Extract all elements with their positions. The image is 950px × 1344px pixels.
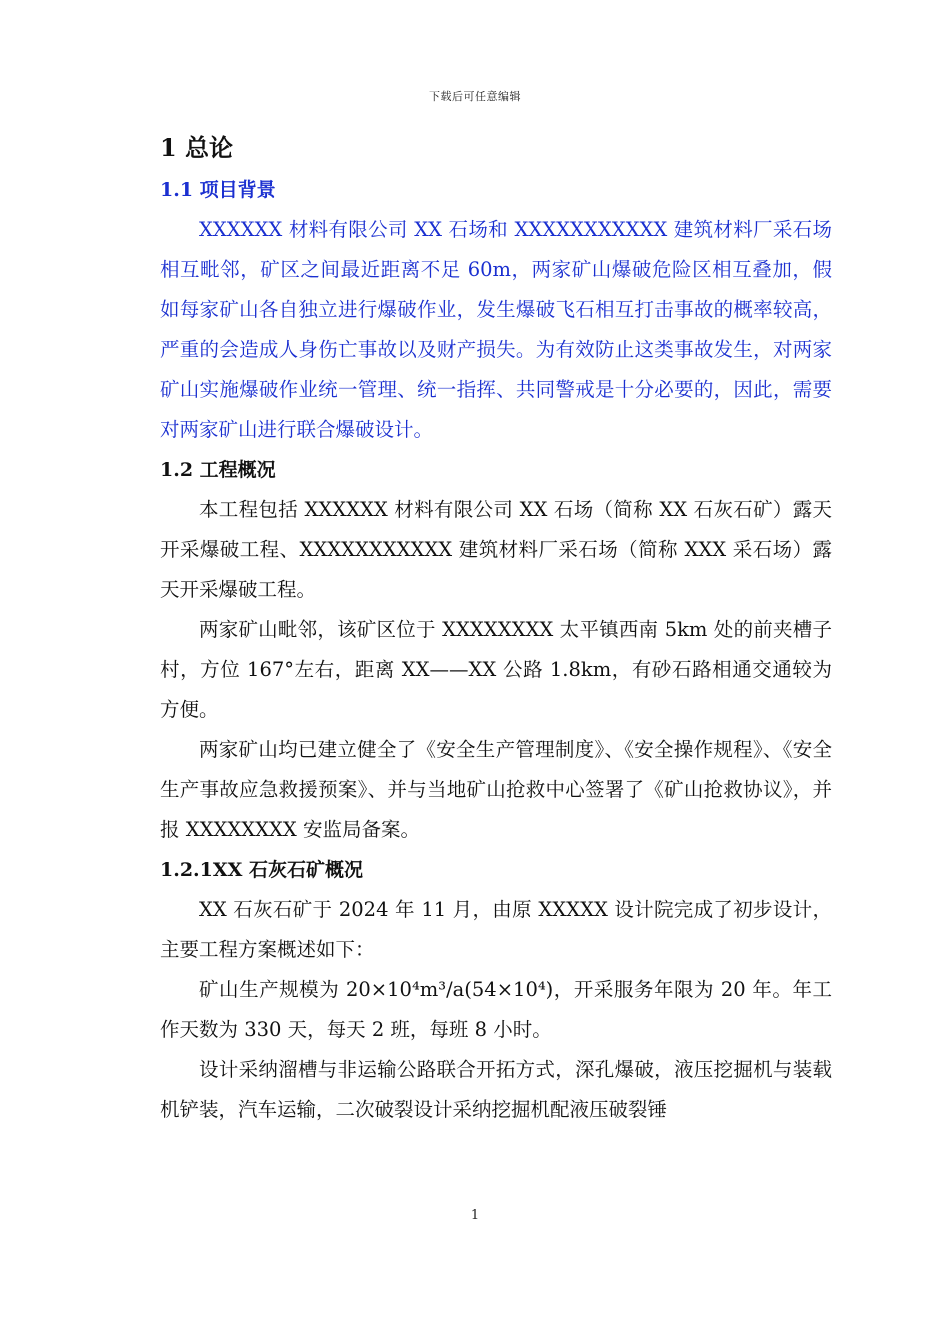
section-1-1-paragraph: XXXXXX 材料有限公司 XX 石场和 XXXXXXXXXXX 建筑材料厂采石场相互毗邻，矿区之间最近距离不足 60m，两家矿山爆破危险区相互叠加，假如每家矿山各自独立进行爆破作业，发生爆破飞石相互打击事故的概率较高，严重的会造成人身伤亡事故以及财产损失。为有效防止这类事故发生，对两家矿山实施爆破作业统一管理、统一指挥、共同警戒是十分必要的，因此，需要对两家矿山进行联合爆破设计。 [160, 218, 832, 441]
page-number: 1 [470, 1208, 480, 1223]
section-1-2-title: 1.2 工程概况 [160, 459, 276, 481]
section-1-2-1-paragraph-2: 矿山生产规模为 20×10⁴m³/a(54×10⁴)，开采服务年限为 20 年。年工作天数为 330 天，每天 2 班，每班 8 小时。 [160, 978, 832, 1041]
section-1-1-title: 1.1 项目背景 [160, 179, 276, 201]
section-1-2-1-paragraph-1: XX 石灰石矿于 2024 年 11 月，由原 XXXXX 设计院完成了初步设计，主要工程方案概述如下： [160, 898, 832, 961]
section-1-2-1-paragraph-3: 设计采纳溜槽与非运输公路联合开拓方式，深孔爆破，液压挖掘机与装载机铲装，汽车运输，二次破裂设计采纳挖掘机配液压破裂锤 [160, 1058, 832, 1121]
section-1-2-paragraph-1: 本工程包括 XXXXXX 材料有限公司 XX 石场（简称 XX 石灰石矿）露天开采爆破工程、XXXXXXXXXXX 建筑材料厂采石场（简称 XXX 采石场）露天开采爆破工程。 [160, 498, 832, 601]
chapter-title: 1 总论 [160, 133, 234, 162]
section-1-2-paragraph-3: 两家矿山均已建立健全了《安全生产管理制度》、《安全操作规程》、《安全生产事故应急救援预案》、并与当地矿山抢救中心签署了《矿山抢救协议》，并报 XXXXXXXX 安监局备案。 [160, 738, 832, 841]
document-body [160, 130, 832, 1130]
section-1-2-paragraph-2: 两家矿山毗邻，该矿区位于 XXXXXXXX 太平镇西南 5km 处的前夹槽子村，方位 167°左右，距离 XX——XX 公路 1.8km，有砂石路相通交通较为方便。 [160, 618, 832, 721]
page-header-note: 下载后可任意编辑 [429, 90, 521, 103]
section-1-2-1-title: 1.2.1XX 石灰石矿概况 [160, 859, 363, 881]
